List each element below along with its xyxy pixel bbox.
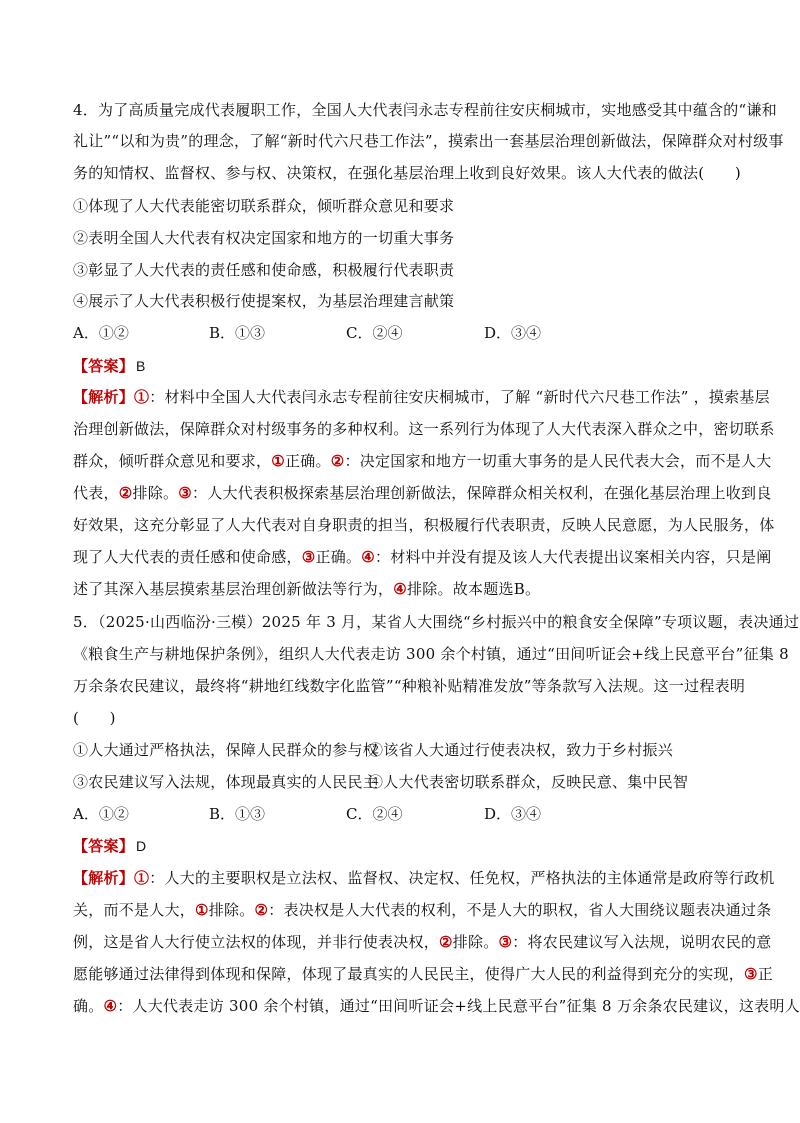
q5-stem-line-2: 《粮食生产与耕地保护条例》，组织人大代表走访 300 余个村镇，通过“田间听证会+线上民意平台”征集 8: [73, 645, 789, 663]
option-marker: ③: [178, 484, 192, 502]
analysis-text: ：材料中并没有提及该人大代表提出议案相关内容，只是阐: [374, 548, 772, 566]
q5-statement-1: ①人大通过严格执法，保障人民群众的参与权: [73, 741, 379, 759]
analysis-text: ：表决权是人大代表的权利，不是人大的职权，省人大围绕议题表决通过条: [268, 901, 772, 919]
q4-analysis-line-5: [73, 516, 775, 534]
option-marker: ②: [439, 933, 453, 951]
q5-analysis-line-3: [73, 933, 772, 951]
q4-statement-3: ③彰显了人大代表的责任感和使命感，积极履行代表职责: [73, 261, 455, 279]
q5-stem-line-4: ( ): [73, 709, 116, 727]
q5-analysis-line-2: [73, 901, 772, 919]
q4-analysis-line-7: [73, 580, 723, 598]
option-marker: ④: [361, 548, 375, 566]
option-marker: ③: [301, 548, 316, 566]
analysis-text: 愿能够通过法律得到体现和保障，体现了最真实的人民民主，使得广大人民的利益得到充分的实现，: [73, 965, 745, 983]
q4-answer: [73, 357, 723, 375]
analysis-tag: 【解析】: [73, 869, 135, 887]
q5-choice-d: D．③④: [484, 805, 542, 823]
q4-analysis-line-4: [73, 484, 772, 502]
option-marker: ④: [103, 997, 118, 1015]
q4-analysis-line-3: [73, 452, 772, 470]
answer-value: B: [136, 358, 146, 374]
answer-tag: 【答案】: [73, 837, 135, 855]
answer-tag: 【答案】: [73, 357, 135, 375]
q4-analysis-line-1: [73, 388, 770, 406]
q5-analysis-line-1: [73, 869, 775, 887]
analysis-text: ：人大代表走访 300 余个村镇，通过“田间听证会+线上民意平台”征集 8 万余条农民建议，这表明人: [117, 997, 800, 1015]
q5-statement-4: ④人大代表密切联系群众，反映民意、集中民智: [368, 773, 689, 791]
q5-choice-c: C．②④: [346, 805, 403, 823]
q4-stem-line-2: 礼让”“以和为贵”的理念，了解“新时代六尺巷工作法”，摸索出一套基层治理创新做法，保障群众对村级事: [73, 132, 784, 150]
option-marker: ④: [393, 580, 407, 598]
q5-analysis-line-5: [73, 997, 800, 1015]
analysis-text: 排除。: [132, 484, 179, 502]
option-marker: ②: [330, 452, 345, 470]
option-marker: ①: [271, 452, 285, 470]
analysis-text: 例，这是省人大行使立法权的体现，并非行使表决权，: [73, 933, 440, 951]
analysis-text: 正: [757, 965, 773, 983]
analysis-text: 排除。: [208, 901, 255, 919]
analysis-text: 正确。: [315, 548, 362, 566]
q5-stem-line-3: 万余条农民建议，最终将“耕地红线数字化监管”“种粮补贴精准发放”等条款写入法规。这一过程表明: [73, 677, 746, 695]
analysis-text: 现了人大代表的责任感和使命感，: [73, 548, 302, 566]
analysis-tag: 【解析】: [73, 388, 135, 406]
q5-answer: [73, 837, 723, 855]
q5-choice-a: A．①②: [73, 805, 129, 823]
analysis-text: 正确。: [284, 452, 331, 470]
analysis-text: 代表，: [73, 484, 119, 502]
q5-choice-b: B．①③: [209, 805, 266, 823]
q4-analysis-line-6: [73, 548, 772, 566]
analysis-text: ：材料中全国人大代表闫永志专程前往安庆桐城市，了解 “新时代六尺巷工作法” ，摸索基层: [149, 388, 770, 406]
q4-choice-c: C．②④: [346, 324, 403, 342]
analysis-text: 关，而不是人大，: [73, 901, 196, 919]
q4-statement-2: ②表明全国人大代表有权决定国家和地方的一切重大事务: [73, 229, 455, 247]
option-marker: ②: [254, 901, 269, 919]
answer-value: D: [136, 838, 147, 854]
q5-analysis-line-4: [73, 965, 773, 983]
analysis-text: 确。: [73, 997, 104, 1015]
q5-statement-2: ②该省人大通过行使表决权，致力于乡村振兴: [368, 741, 674, 759]
analysis-text: 排除。故本题选B。: [406, 580, 541, 598]
analysis-text: 治理创新做法，保障群众对村级事务的多种权利。这一系列行为体现了人大代表深入群众之中，密切联系: [73, 420, 775, 438]
q4-analysis-line-2: [73, 420, 775, 438]
analysis-text: 群众，倾听群众意见和要求，: [73, 452, 272, 470]
option-marker: ①: [134, 869, 150, 887]
option-marker: ①: [134, 388, 150, 406]
q4-choice-b: B．①③: [209, 324, 266, 342]
analysis-text: 好效果，这充分彰显了人大代表对自身职责的担当，积极履行代表职责，反映人民意愿，为人民服务，体: [73, 516, 775, 534]
option-marker: ③: [498, 933, 513, 951]
q5-stem-line-1: 5．（2025·山西临汾·三模）2025 年 3 月，某省人大围绕“乡村振兴中的粮食安全保障”专项议题，表决通过: [73, 613, 800, 631]
option-marker: ②: [118, 484, 133, 502]
q4-choice-a: A．①②: [73, 324, 129, 342]
analysis-text: 述了其深入基层摸索基层治理创新做法等行为，: [73, 580, 394, 598]
q5-statement-3: ③农民建议写入法规，体现最真实的人民民主: [73, 773, 379, 791]
analysis-text: ：决定国家和地方一切重大事务的是人民代表大会，而不是人大: [344, 452, 772, 470]
q4-stem-line-3: 务的知情权、监督权、参与权、决策权，在强化基层治理上收到良好效果。该人大代表的做法( ): [73, 164, 741, 182]
q5-statements-row-1: [73, 741, 723, 759]
analysis-text: ：人大的主要职权是立法权、监督权、决定权、任免权，严格执法的主体通常是政府等行政机: [149, 869, 775, 887]
analysis-text: ：人大代表积极探索基层治理创新做法，保障群众相关权利，在强化基层治理上收到良: [191, 484, 772, 502]
q4-statement-1: ①体现了人大代表能密切联系群众，倾听群众意见和要求: [73, 197, 455, 215]
q4-statement-4: ④展示了人大代表积极行使提案权，为基层治理建言献策: [73, 292, 455, 310]
option-marker: ①: [195, 901, 209, 919]
analysis-text: ：将农民建议写入法规，说明农民的意: [512, 933, 772, 951]
q5-statements-row-2: [73, 773, 723, 791]
analysis-text: 排除。: [452, 933, 499, 951]
option-marker: ③: [744, 965, 758, 983]
q4-choice-d: D．③④: [484, 324, 542, 342]
q4-stem-line-1: 4．为了高质量完成代表履职工作，全国人大代表闫永志专程前往安庆桐城市，实地感受其中蕴含的“谦和: [73, 101, 777, 119]
